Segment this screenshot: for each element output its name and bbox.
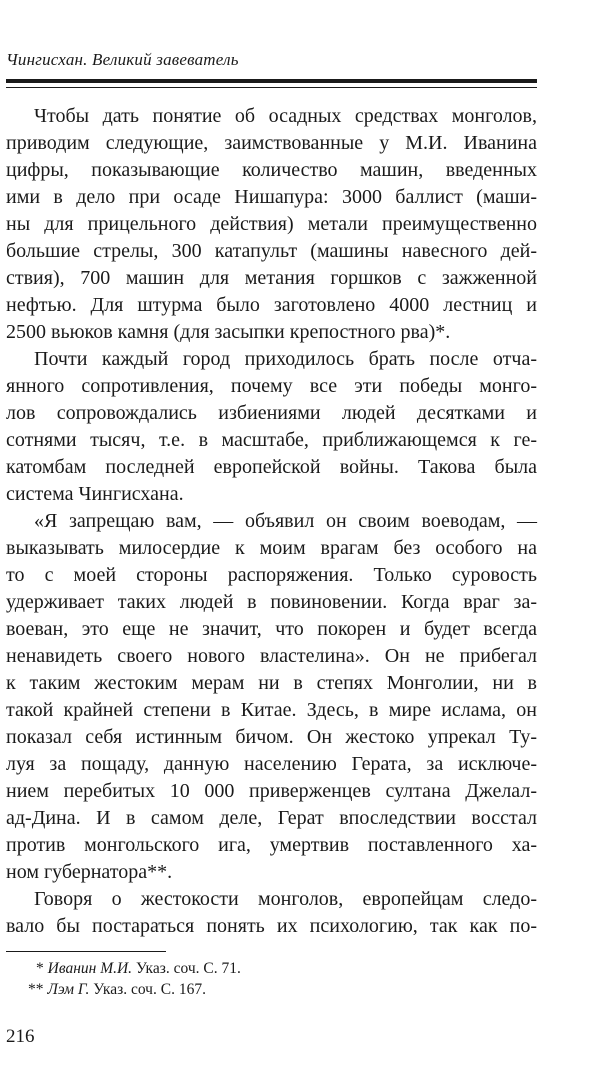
text-line: ном губернатора**. (6, 861, 173, 883)
text-line: вало бы постараться понять их психологию, так как по- (6, 915, 537, 937)
footnote-rule (6, 951, 166, 952)
text-line: приводим следующие, заимствованные у М.И. Иванина (6, 132, 537, 154)
text-line: «Я запрещаю вам, — объявил он своим воеводам, — (34, 510, 537, 532)
text-line: 2500 вьюков камня (для засыпки крепостного рва)*. (6, 321, 451, 343)
text-line: Почти каждый город приходилось брать после отча- (34, 348, 537, 370)
text-line: против монгольского ига, умертвив поставленного ха- (6, 834, 537, 856)
footnote-author: Иванин М.И. (47, 960, 133, 977)
text-line: выказывать милосердие к моим врагам без особого на (6, 537, 537, 559)
footnote (6, 979, 537, 1000)
running-header: Чингисхан. Великий завеватель (6, 50, 239, 69)
text-line: сотнями тысяч, т.е. в масштабе, приближающемся к ге- (6, 429, 537, 451)
header-rule-thick (6, 79, 537, 83)
footnote-author: Лэм Г. (47, 981, 90, 998)
page-number: 216 (6, 1026, 35, 1047)
text-line: луя за пощаду, данную населению Герата, за исключе- (6, 753, 537, 775)
text-line: система Чингисхана. (6, 483, 184, 505)
text-line: ад-Дина. И в самом деле, Герат впоследствии восстал (6, 807, 537, 829)
footnote-text: Указ. соч. С. 71. (135, 960, 241, 977)
footnote-marker: * (36, 960, 44, 977)
text-line: нефтью. Для штурма было заготовлено 4000 лестниц и (6, 294, 537, 316)
text-line: ствия), 700 машин для метания горшков с зажженной (6, 267, 537, 289)
text-line: ими в дело при осаде Нишапура: 3000 баллист (маши- (6, 186, 537, 208)
text-line: катомбам последней европейской войны. Такова была (6, 456, 537, 478)
footnotes (6, 958, 537, 1000)
text-line: янного сопротивления, почему все эти победы монго- (6, 375, 537, 397)
header-rule-thin (6, 87, 537, 88)
text-line: цифры, показывающие количество машин, введенных (6, 159, 537, 181)
text-line: лов сопровождались избиениями людей десятками и (6, 402, 537, 424)
text-line: показал себя истинным бичом. Он жестоко упрекал Ту- (6, 726, 537, 748)
text-line: ненавидеть своего нового властелина». Он не прибегал (6, 645, 537, 667)
text-line: к таким жестоким мерам ни в степях Монголии, ни в (6, 672, 537, 694)
text-line: удерживает таких людей в повиновении. Когда враг за- (6, 591, 537, 613)
text-line: нием перебитых 10 000 приверженцев султана Джелал- (6, 780, 537, 802)
text-line: воеван, это еще не значит, что покорен и будет всегда (6, 618, 537, 640)
body-text (6, 103, 537, 940)
text-line: Чтобы дать понятие об осадных средствах монголов, (34, 105, 537, 127)
text-line: такой крайней степени в Китае. Здесь, в мире ислама, он (6, 699, 537, 721)
text-line: то с моей стороны распоряжения. Только суровость (6, 564, 537, 586)
footnote (6, 958, 537, 979)
text-line: ны для прицельного действия) метали преимущественно (6, 213, 537, 235)
text-line: большие стрелы, 300 катапульт (машины навесного дей- (6, 240, 537, 262)
footnote-text: Указ. соч. С. 167. (93, 981, 206, 998)
text-line: Говоря о жестокости монголов, европейцам следо- (34, 888, 537, 910)
footnote-marker: ** (28, 981, 44, 998)
